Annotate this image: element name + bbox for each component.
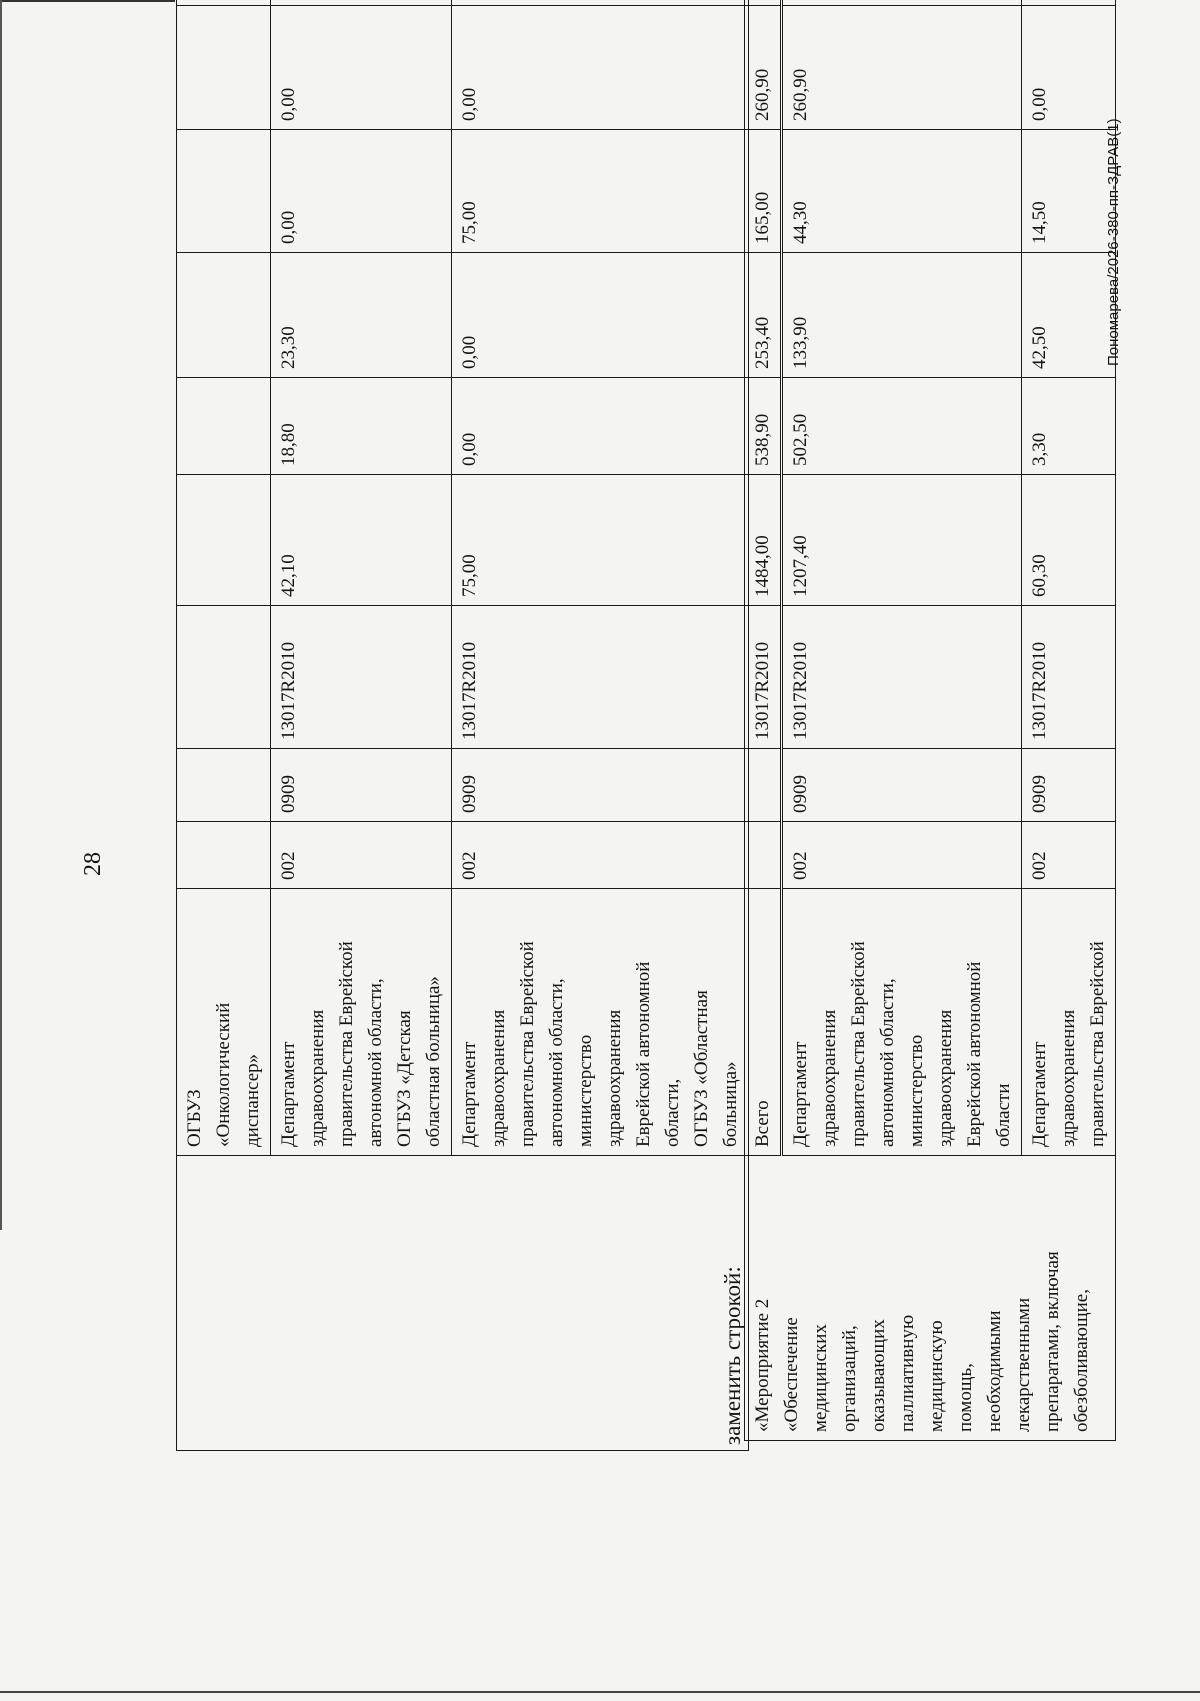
cell-year-1: 502,50 <box>782 378 1022 475</box>
cell-grbs <box>177 822 271 889</box>
cell-total: 1207,40 <box>782 475 1022 606</box>
cell-year-5 <box>271 0 452 6</box>
cell-year-4: 260,90 <box>745 6 782 130</box>
table-top <box>176 0 749 1451</box>
cell-year-3: 44,30 <box>782 130 1022 253</box>
table-row <box>177 0 271 1451</box>
cell-year-4: 0,00 <box>1022 6 1116 130</box>
cell-year-1: 538,90 <box>745 378 782 475</box>
cell-rzpr <box>177 749 271 822</box>
cell-executor: ОГБУЗ «Онкологический диспансер» <box>177 889 271 1156</box>
cell-year-4 <box>177 6 271 130</box>
cell-executor: Департамент здравоохранения правительства Еврейской автономной области, ОГБУЗ «Детская областная больница» <box>271 889 452 1156</box>
cell-year-2 <box>177 253 271 378</box>
cell-year-1: 0,00 <box>452 378 749 475</box>
cell-year-1: 18,80 <box>271 378 452 475</box>
table-bottom <box>744 0 1116 1441</box>
cell-year-3 <box>177 130 271 253</box>
cell-year-2: 23,30 <box>271 253 452 378</box>
cell-executor: Департамент здравоохранения правительства Еврейской <box>1022 889 1116 1156</box>
cell-year-5 <box>1022 0 1116 6</box>
cell-year-2: 253,40 <box>745 253 782 378</box>
cell-year-2: 133,90 <box>782 253 1022 378</box>
cell-grbs: 002 <box>452 822 749 889</box>
cell-total: 75,00 <box>452 475 749 606</box>
page-number: 28 <box>80 852 106 876</box>
cell-executor: Всего <box>745 889 782 1156</box>
cell-csr: 13017R2010 <box>1022 606 1116 749</box>
cell-rzpr: 0909 <box>782 749 1022 822</box>
document-code: Пономарева/2026-380-пп-ЗДРАВ(1) <box>1105 118 1122 366</box>
cell-year-4: 0,00 <box>452 6 749 130</box>
cell-name: «Мероприятие 2 «Обеспечение медицинских организаций, оказывающих паллиативную медицинскую помощь, необходимыми лекарственными препаратами, включая обезболивающие, <box>745 1156 1116 1441</box>
cell-year-5 <box>452 0 749 6</box>
cell-year-1 <box>177 378 271 475</box>
cell-rzpr: 0909 <box>452 749 749 822</box>
cell-csr <box>177 606 271 749</box>
cell-csr: 13017R2010 <box>782 606 1022 749</box>
cell-year-2: 42,50 <box>1022 253 1116 378</box>
cell-total <box>177 475 271 606</box>
cell-year-4: 260,90 <box>782 6 1022 130</box>
cell-year-3: 14,50 <box>1022 130 1116 253</box>
cell-csr: 13017R2010 <box>271 606 452 749</box>
cell-total: 42,10 <box>271 475 452 606</box>
cell-year-5 <box>745 0 782 6</box>
cell-grbs <box>745 822 782 889</box>
cell-year-2: 0,00 <box>452 253 749 378</box>
cell-grbs: 002 <box>271 822 452 889</box>
cell-grbs: 002 <box>782 822 1022 889</box>
cell-total: 1484,00 <box>745 475 782 606</box>
cell-year-3: 75,00 <box>452 130 749 253</box>
cell-year-1: 3,30 <box>1022 378 1116 475</box>
cell-total: 60,30 <box>1022 475 1116 606</box>
cell-executor: Департамент здравоохранения правительства Еврейской автономной области, министерство здравоохранения Еврейской автономной области <box>782 889 1022 1156</box>
cell-year-4: 0,00 <box>271 6 452 130</box>
cell-year-3: 165,00 <box>745 130 782 253</box>
cell-name <box>177 1156 749 1451</box>
cell-grbs: 002 <box>1022 822 1116 889</box>
cell-rzpr <box>745 749 782 822</box>
cell-executor: Департамент здравоохранения правительства Еврейской автономной области, министерство здравоохранения Еврейской автономной области, ОГБУЗ «Областная больница» <box>452 889 749 1156</box>
cell-csr: 13017R2010 <box>452 606 749 749</box>
cell-csr: 13017R2010 <box>745 606 782 749</box>
cell-rzpr: 0909 <box>1022 749 1116 822</box>
cell-rzpr: 0909 <box>271 749 452 822</box>
cell-year-5 <box>782 0 1022 6</box>
table-row <box>745 0 782 1441</box>
replace-with-row-label: заменить строкой: <box>720 1266 745 1445</box>
cell-year-5 <box>177 0 271 6</box>
cell-year-3: 0,00 <box>271 130 452 253</box>
